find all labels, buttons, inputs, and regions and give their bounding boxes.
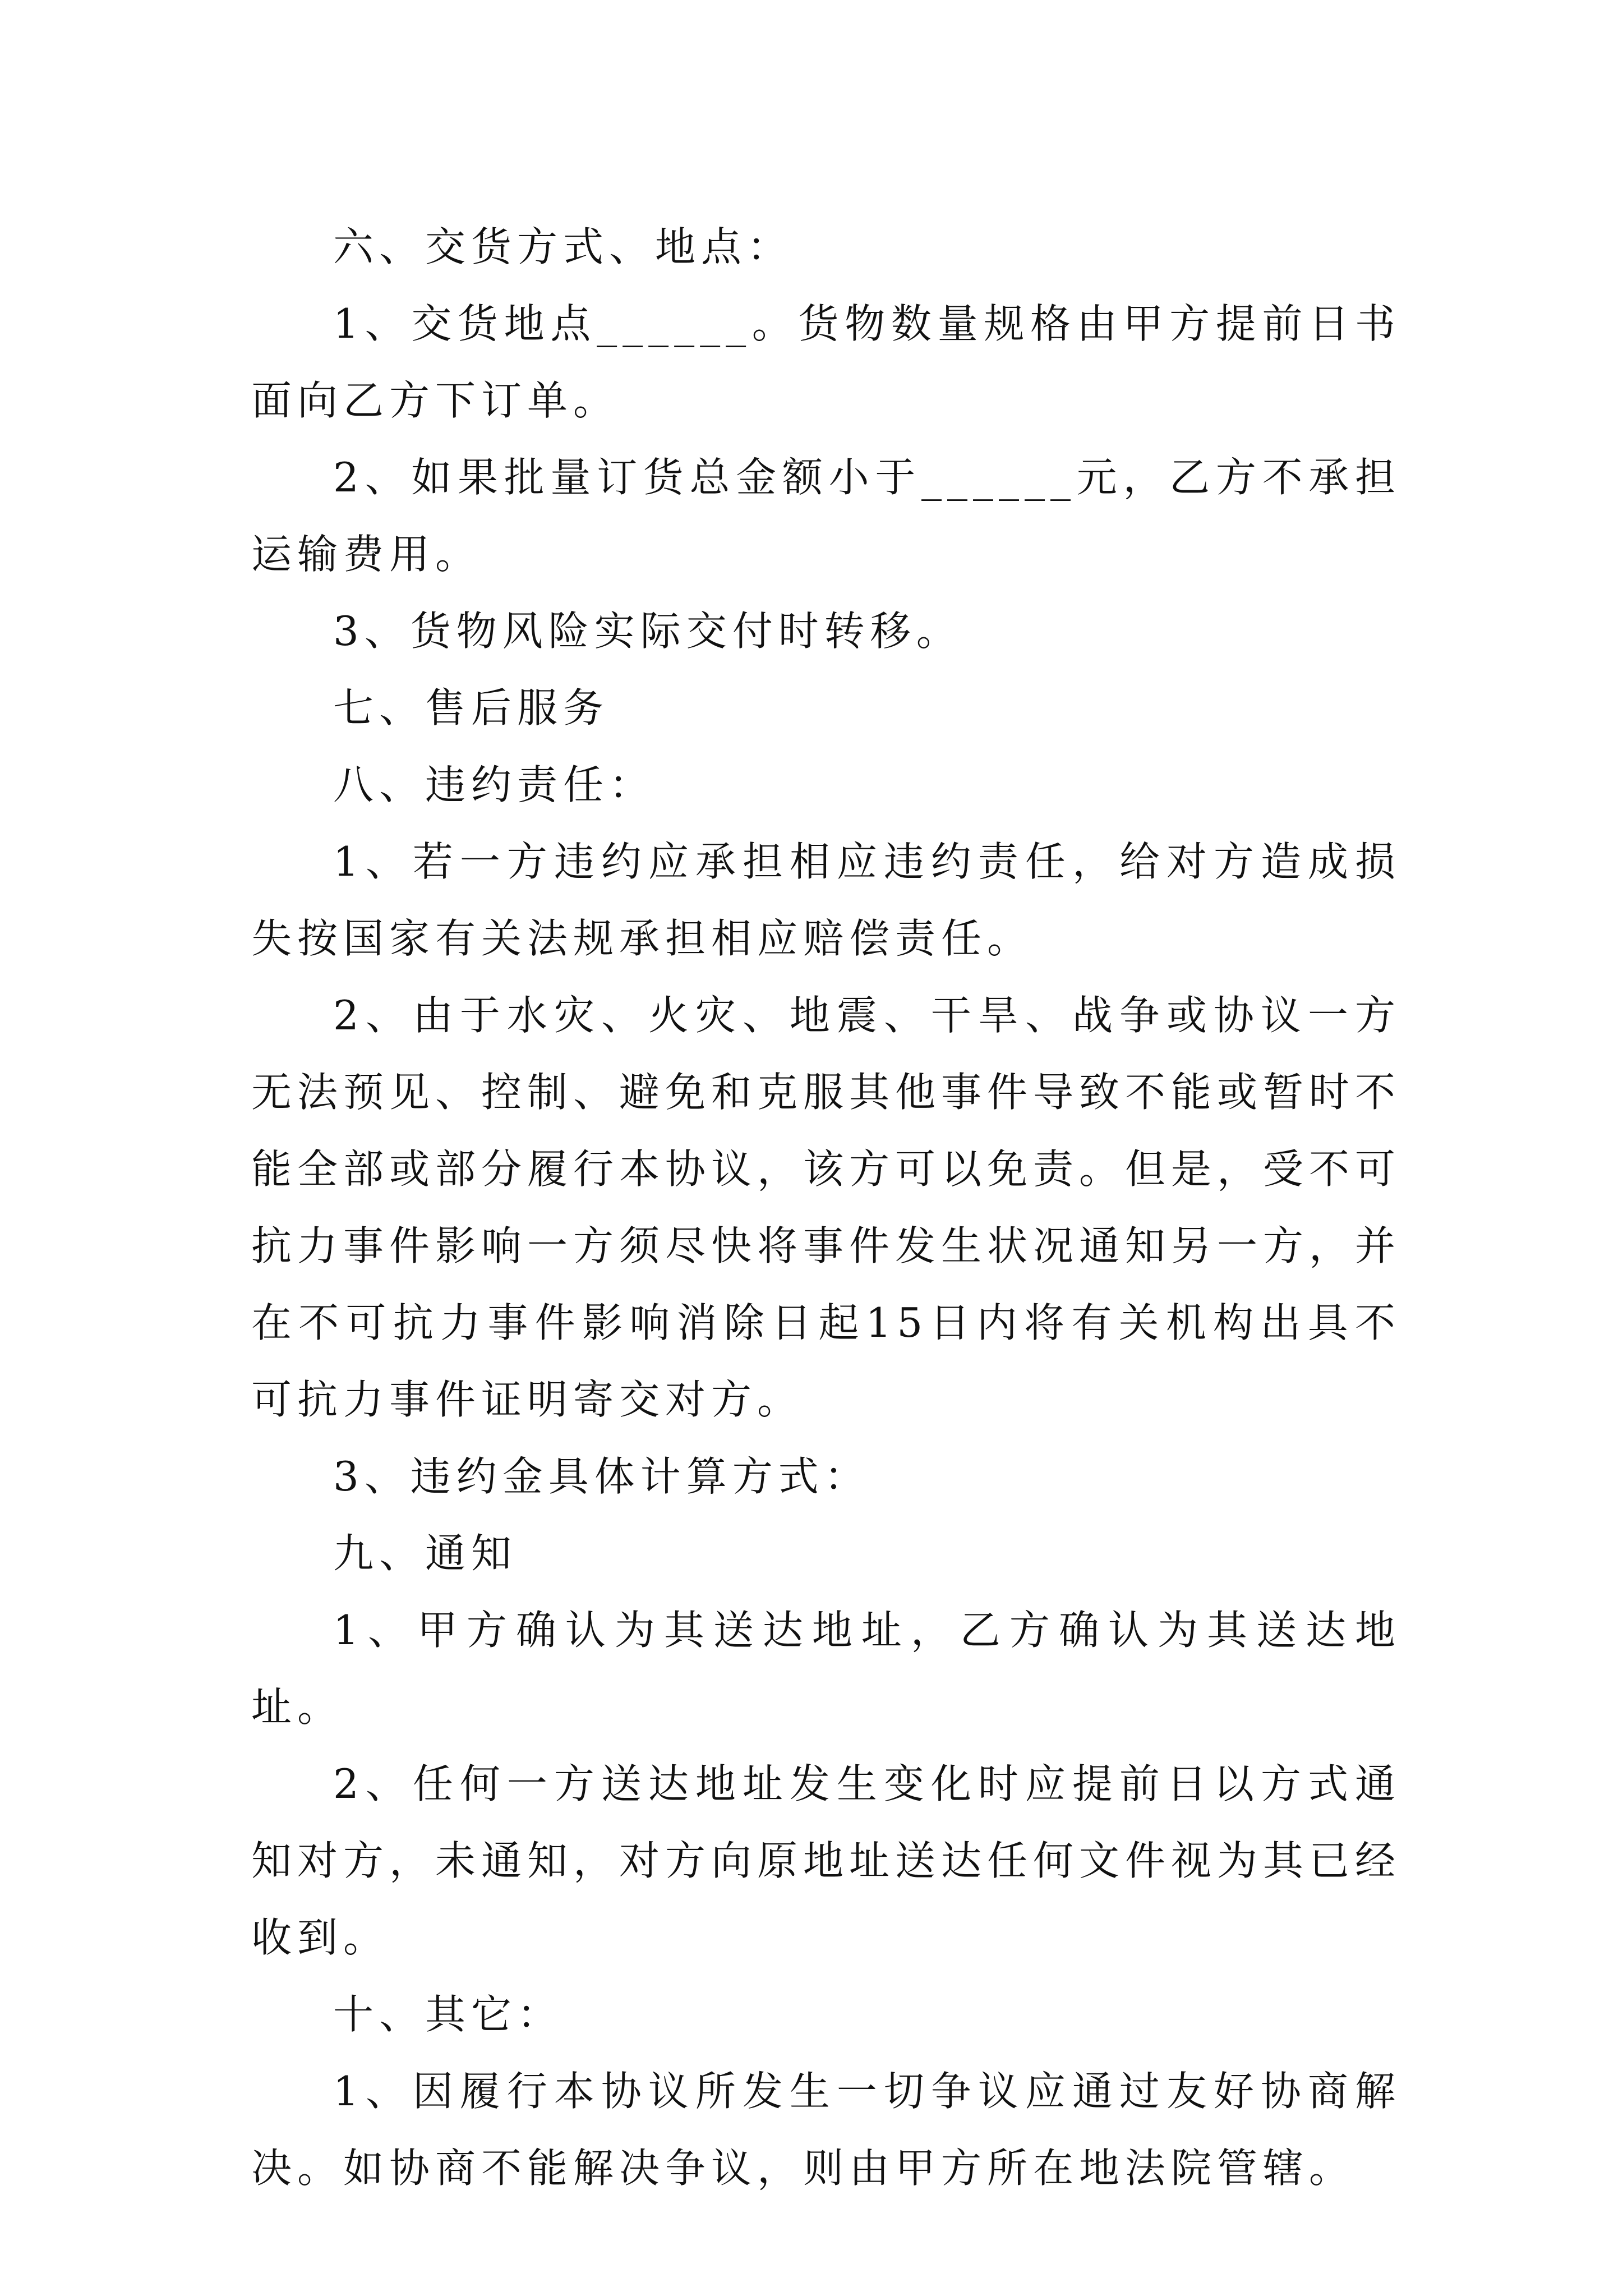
clause-dispute-resolution: 1、因履行本协议所发生一切争议应通过友好协商解决。如协商不能解决争议，则由甲方所在地法院管辖。 xyxy=(251,2068,1401,2192)
section-heading-liability: 八、违约责任： xyxy=(333,761,656,808)
clause-delivery-location: 1、交货地点______。货物数量规格由甲方提前日书面向乙方下订单。 xyxy=(251,300,1401,424)
section-heading-other: 十、其它： xyxy=(333,1991,564,2038)
clause-address-change: 2、任何一方送达地址发生变化时应提前日以方式通知对方，未通知，对方向原地址送达任何文件视为其已经收到。 xyxy=(251,1760,1401,1961)
document-body xyxy=(251,209,1401,2207)
clause-transport-cost: 2、如果批量订货总金额小于______元，乙方不承担运输费用。 xyxy=(251,454,1401,578)
section-heading-after-sales: 七、售后服务 xyxy=(333,684,610,731)
clause-breach-liability: 1、若一方违约应承担相应违约责任，给对方造成损失按国家有关法规承担相应赔偿责任。 xyxy=(251,838,1401,962)
clause-penalty-calculation: 3、违约金具体计算方式： xyxy=(333,1453,870,1500)
clause-force-majeure: 2、由于水灾、火灾、地震、干旱、战争或协议一方无法预见、控制、避免和克服其他事件导致不能或暂时不能全部或部分履行本协议，该方可以免责。但是，受不可抗力事件影响一方须尽快将事件发生状况通知另一方，并在不可抗力事件影响消除日起15日内将有关机构出具不可抗力事件证明寄交对方。 xyxy=(251,992,1401,1423)
clause-service-address: 1、甲方确认为其送达地址，乙方确认为其送达地址。 xyxy=(251,1607,1401,1731)
section-heading-notice: 九、通知 xyxy=(333,1530,518,1577)
section-heading-delivery: 六、交货方式、地点： xyxy=(333,223,794,270)
clause-risk-transfer: 3、货物风险实际交付时转移。 xyxy=(333,608,962,655)
